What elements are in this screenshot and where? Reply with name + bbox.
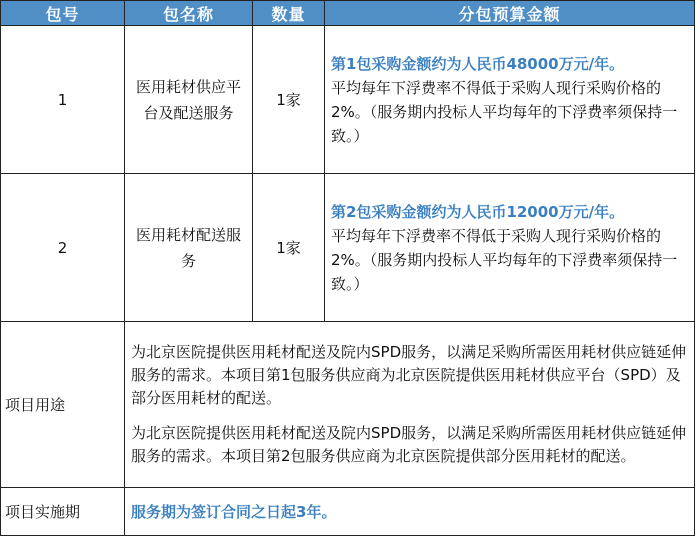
- package-1-budget-amount: 第1包采购金额约为人民币48000万元/年。: [331, 54, 625, 73]
- purpose-paragraph-2: 为北京医院提供医用耗材配送及院内SPD服务，以满足采购所需医用耗材供应链延伸服务的需求。本项目第2包服务供应商为北京医院提供部分医用耗材的配送。: [131, 424, 687, 465]
- table-row-package-2: [1, 174, 695, 322]
- package-1-budget: [325, 26, 695, 174]
- package-2-name: 医用耗材配送服务: [125, 174, 253, 322]
- package-1-no: 1: [1, 26, 125, 174]
- header-pkg-no: 包号: [1, 1, 125, 26]
- package-1-quantity: 1家: [253, 26, 325, 174]
- period-label: 项目实施期: [1, 488, 125, 536]
- header-quantity: 数量: [253, 1, 325, 26]
- header-pkg-name: 包名称: [125, 1, 253, 26]
- package-1-name: 医用耗材供应平台及配送服务: [125, 26, 253, 174]
- package-2-quantity: 1家: [253, 174, 325, 322]
- package-2-budget-note: 平均每年下浮费率不得低于采购人现行采购价格的2%。（服务期内投标人平均每年的下浮费率须保持一致。）: [331, 226, 678, 293]
- package-2-no: 2: [1, 174, 125, 322]
- purpose-paragraph-1: 为北京医院提供医用耗材配送及院内SPD服务，以满足采购所需医用耗材供应链延伸服务的需求。本项目第1包服务供应商为北京医院提供医用耗材供应平台（SPD）及部分医用耗材的配送。: [131, 343, 687, 407]
- table-row-package-1: [1, 26, 695, 174]
- table-row-purpose: [1, 322, 695, 488]
- period-value: 服务期为签订合同之日起3年。: [125, 488, 695, 536]
- package-2-budget: [325, 174, 695, 322]
- package-1-budget-note: 平均每年下浮费率不得低于采购人现行采购价格的2%。（服务期内投标人平均每年的下浮费率须保持一致。）: [331, 78, 678, 145]
- purpose-content: [125, 322, 695, 488]
- purpose-label: 项目用途: [1, 322, 125, 488]
- header-budget: 分包预算金额: [325, 1, 695, 26]
- header-row: [1, 1, 695, 26]
- table-row-period: [1, 488, 695, 536]
- package-2-budget-amount: 第2包采购金额约为人民币12000万元/年。: [331, 202, 625, 221]
